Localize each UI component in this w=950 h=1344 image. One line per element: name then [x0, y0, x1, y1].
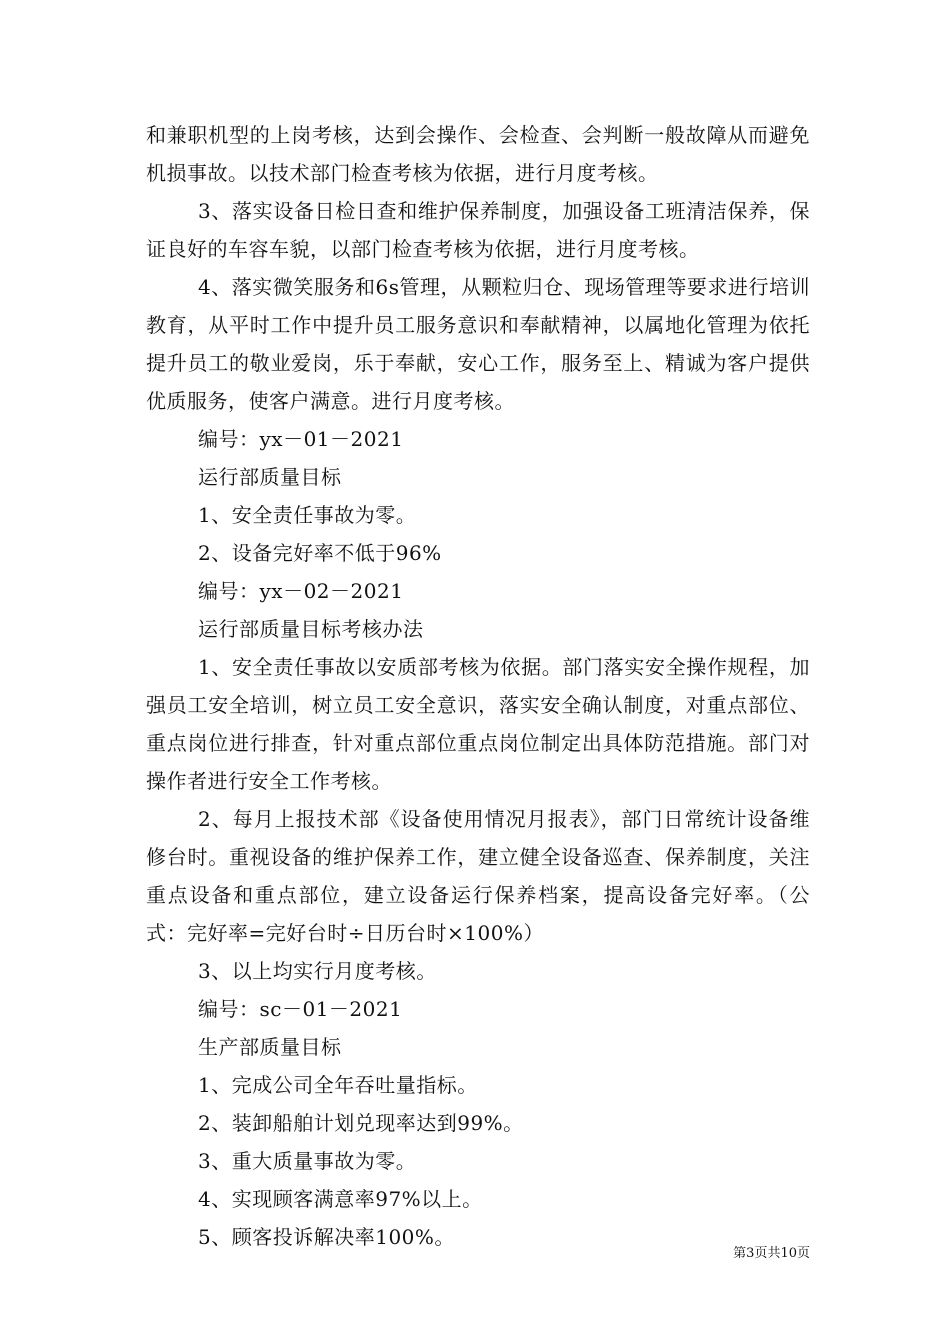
document-number-yx01: 编号：yx－01－2021	[198, 427, 404, 451]
page-number-footer: 第3页共10页	[733, 1246, 810, 1261]
production-goal-5: 5、顾客投诉解决率100%。	[198, 1225, 455, 1249]
goal-item-2: 2、设备完好率不低于96%	[198, 541, 442, 565]
section-heading-production-goals: 生产部质量目标	[198, 1035, 342, 1059]
document-body	[146, 116, 810, 1256]
paragraph-item-3-equipment: 3、落实设备日检日查和维护保养制度，加强设备工班清洁保养，保证良好的车容车貌，以部门检查考核为依据，进行月度考核。	[146, 199, 810, 261]
assessment-item-2: 2、每月上报技术部《设备使用情况月报表》，部门日常统计设备维修台时。重视设备的维护保养工作，建立健全设备巡查、保养制度，关注重点设备和重点部位，建立设备运行保养档案，提高设备完好率。（公式：完好率=完好台时÷日历台时×100%）	[146, 807, 810, 945]
production-goal-3: 3、重大质量事故为零。	[198, 1149, 417, 1173]
assessment-item-3: 3、以上均实行月度考核。	[198, 959, 437, 983]
production-goal-2: 2、装卸船舶计划兑现率达到99%。	[198, 1111, 524, 1135]
production-goal-4: 4、实现顾客满意率97%以上。	[198, 1187, 483, 1211]
paragraph-item-4-service: 4、落实微笑服务和6s管理，从颗粒归仓、现场管理等要求进行培训教育，从平时工作中提升员工服务意识和奉献精神，以属地化管理为依托提升员工的敬业爱岗，乐于奉献，安心工作，服务至上、精诚为客户提供优质服务，使客户满意。进行月度考核。	[146, 275, 810, 413]
production-goal-1: 1、完成公司全年吞吐量指标。	[198, 1073, 478, 1097]
section-heading-ops-assessment: 运行部质量目标考核办法	[198, 617, 424, 641]
paragraph-continuation: 和兼职机型的上岗考核，达到会操作、会检查、会判断一般故障从而避免机损事故。以技术部门检查考核为依据，进行月度考核。	[146, 123, 810, 185]
goal-item-1: 1、安全责任事故为零。	[198, 503, 417, 527]
document-number-yx02: 编号：yx－02－2021	[198, 579, 404, 603]
section-heading-ops-quality-goals: 运行部质量目标	[198, 465, 342, 489]
assessment-item-1: 1、安全责任事故以安质部考核为依据。部门落实安全操作规程，加强员工安全培训，树立员工安全意识，落实安全确认制度，对重点部位、重点岗位进行排查，针对重点部位重点岗位制定出具体防范措施。部门对操作者进行安全工作考核。	[146, 655, 810, 793]
document-number-sc01: 编号：sc－01－2021	[198, 997, 403, 1021]
